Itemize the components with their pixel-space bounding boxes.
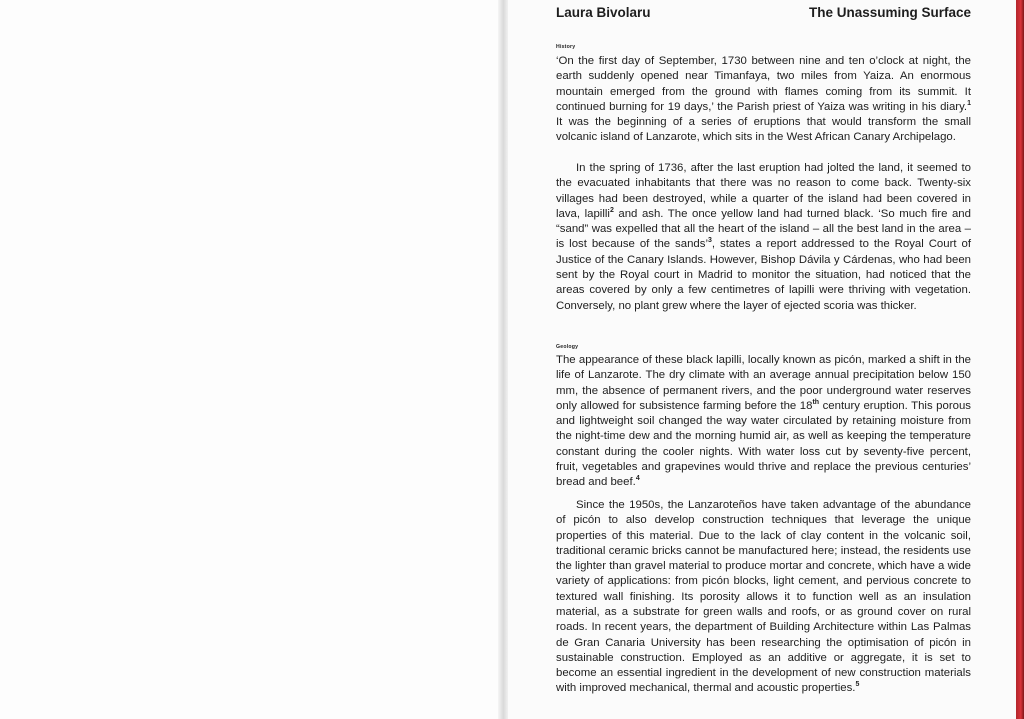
cover-edge [1016, 0, 1024, 719]
footnote-marker: 2 [609, 207, 614, 215]
text-run: The appearance of these black lapilli, locally known as picón, marked a shift in the life of Lanzarote. The dry climate with an average annual precipitation below 150 mm, the absence of permanent rivers, and the poor underground water reserves only allowed for subsistence farming before the 18 [556, 354, 971, 412]
running-header [556, 5, 971, 25]
text-run: It was the beginning of a series of eruptions that would transform the small volcanic island of Lanzarote, which sits in the West African Canary Archipelago. [556, 116, 971, 144]
paragraph [556, 353, 971, 491]
text-run: In the spring of 1736, after the last eruption had jolted the land, it seemed to the evacuated inhabitants that there was no reason to come back. Twenty-six villages had been destroyed, while a quarter of the island had been covered in lava, lapilli [556, 162, 971, 220]
text-run: , states a report addressed to the Royal Court of Justice of the Canary Islands. However, Bishop Dávila y Cárdenas, who had been sent by the Royal court in Madrid to monitor the situation, had noticed that the areas covered by only a few centimetres of lapilli were thriving with vegetation. Conversely, no plant grew where the layer of ejected scoria was thicker. [556, 238, 971, 312]
section-label-history: History [556, 44, 576, 50]
footnote-marker: 1 [967, 100, 971, 108]
section-label-geology: Geology [556, 344, 579, 350]
text-run: and ash. The once yellow land had turned black. ‘So much fire and “sand” was expelled that all the heart of the island – all the best land in the area – is lost because of the sands’ [556, 207, 971, 251]
text-run: century eruption. This porous and lightweight soil changed the way water circulated by retaining moisture from the night-time dew and the morning humid air, as well as keeping the temperature constant during the cooler nights. With water loss cut by seventy-five percent, fruit, vegetables and grapevines would thrive and replace the previous centuries’ bread and beef. [556, 399, 971, 489]
footnote-marker: 3 [707, 237, 712, 245]
paragraph [556, 498, 971, 697]
footnote-marker: 4 [635, 475, 640, 483]
paragraph [556, 161, 971, 314]
book-title: The Unassuming Surface [808, 5, 971, 20]
text-run: ‘On the first day of September, 1730 between nine and ten o’clock at night, the earth suddenly opened near Timanfaya, two miles from Yaiza. An enormous mountain emerged from the ground with flames coming from its summit. It continued burning for 19 days,’ the Parish priest of Yaiza was writing in his diary. [556, 55, 971, 113]
paragraph [556, 54, 971, 146]
left-page [0, 0, 502, 719]
text-run: Since the 1950s, the Lanzaroteños have taken advantage of the abundance of picón to also develop construction techniques that leverage the unique properties of this material. Due to the lack of clay content in the volcanic soil, traditional ceramic bricks cannot be manufactured here; instead, the residents use the lighter than gravel material to produce mortar and concrete, which have a wide variety of applications: from picón blocks, light cement, and pervious concrete to textured wall finishing. Its porosity allows it to function well as an insulation material, as a substrate for green walls and roofs, or as ground cover on rural roads. In recent years, the department of Building Architecture within Las Palmas de Gran Canaria University has been researching the optimisation of picón in sustainable construction. Employed as an additive or aggregate, it is set to become an essential ingredient in the development of new construction materials with improved mechanical, thermal and acoustic properties. [556, 499, 971, 695]
author-name: Laura Bivolaru [556, 5, 651, 20]
footnote-marker: th [812, 399, 820, 407]
footnote-marker: 5 [855, 681, 860, 689]
